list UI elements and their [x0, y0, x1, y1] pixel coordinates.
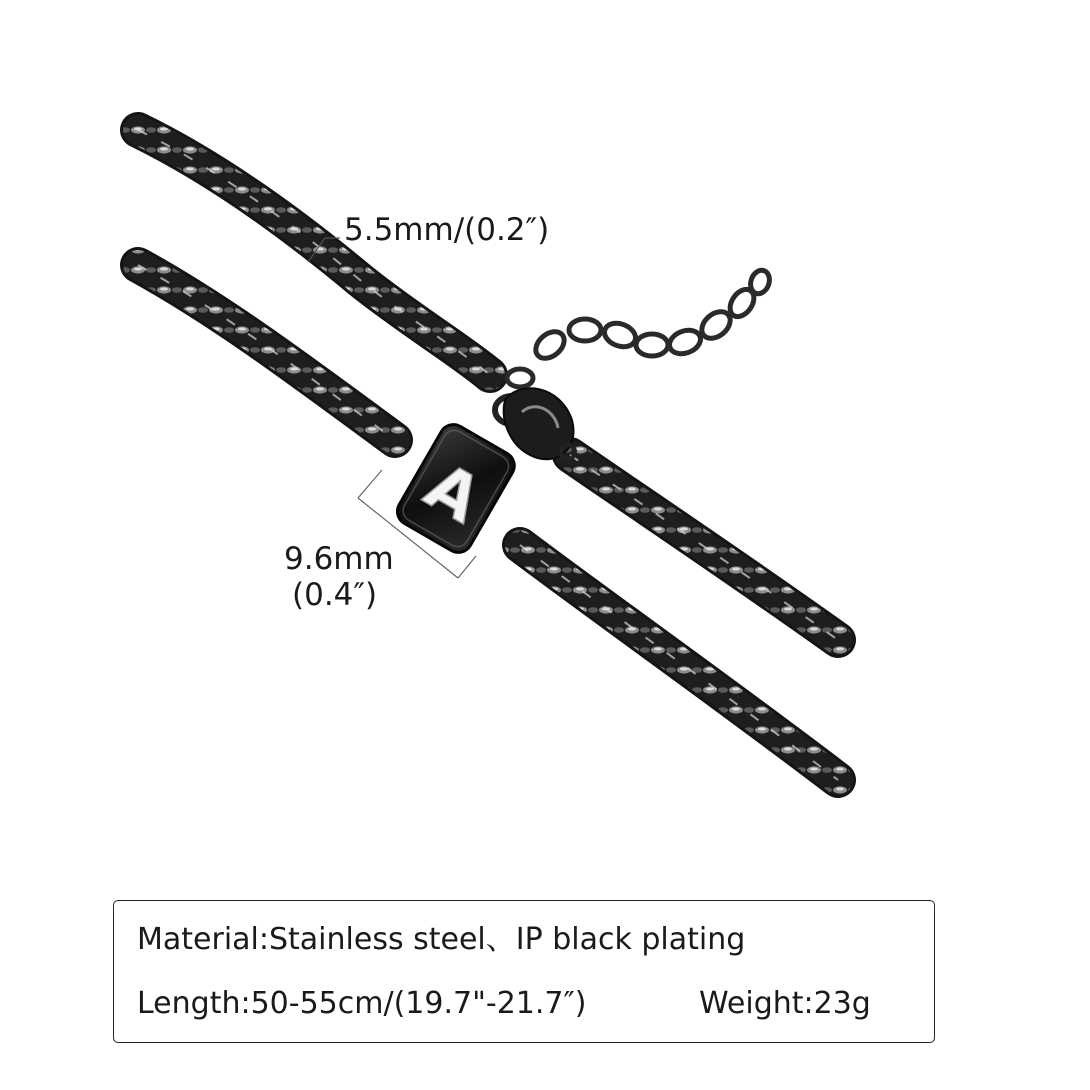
length-spec: Length:50-55cm/(19.7"-21.7″) [137, 986, 587, 1021]
spec-box [113, 900, 935, 1043]
weight-spec: Weight:23g [699, 986, 871, 1021]
extender-chain [507, 268, 773, 387]
chain-width-label: 5.5mm/(0.2″) [344, 212, 550, 248]
lobster-clasp [495, 388, 575, 459]
chain-lower-right [520, 545, 838, 780]
tag-width-in-label: (0.4″) [292, 577, 378, 613]
material-spec: Material:Stainless steel、IP black plating [137, 922, 746, 957]
tag-width-mm-label: 9.6mm [284, 541, 394, 577]
tag-letter: A [412, 449, 493, 539]
